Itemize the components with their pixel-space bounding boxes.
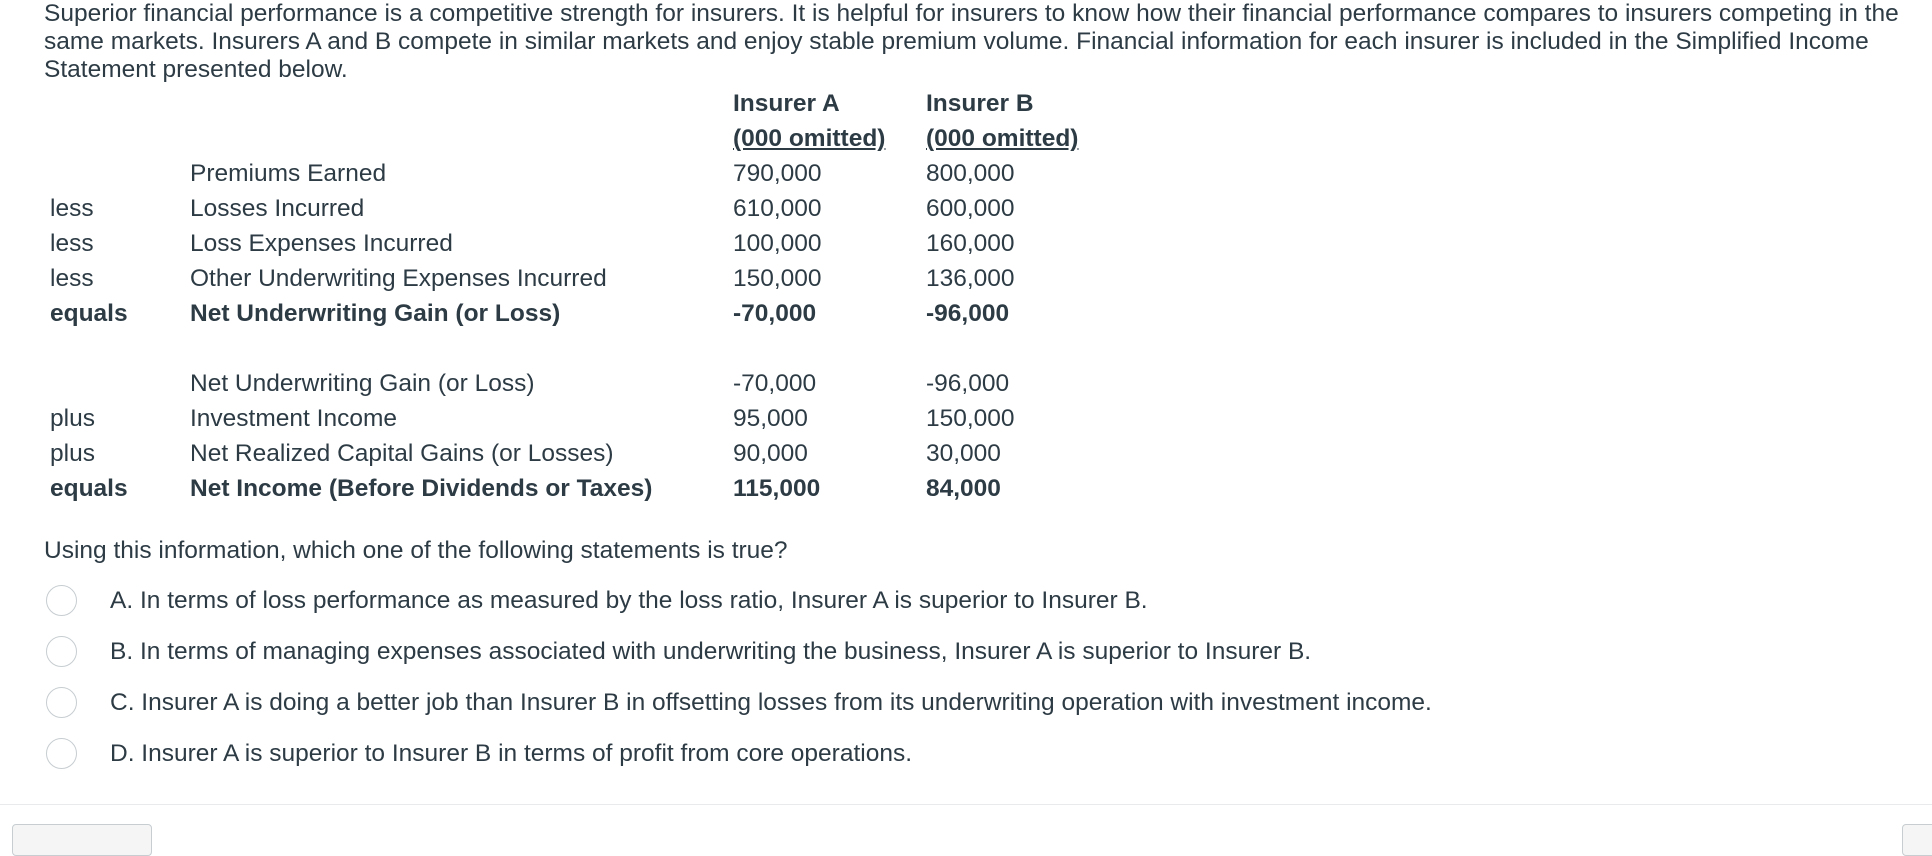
row-label: Investment Income <box>190 405 397 432</box>
answer-option-label[interactable]: B. In terms of managing expenses associated with underwriting the business, Insurer A is superior to Insurer B. <box>110 638 1312 665</box>
row-label: Net Underwriting Gain (or Loss) <box>190 300 561 327</box>
question-prompt: Using this information, which one of the following statements is true? <box>44 537 788 564</box>
row-label: Loss Expenses Incurred <box>190 230 453 257</box>
answer-option-a[interactable] <box>44 582 1544 622</box>
row-value-b: 84,000 <box>926 475 1001 502</box>
row-value-b: 150,000 <box>926 405 1015 432</box>
previous-button[interactable] <box>12 824 152 856</box>
row-value-a: -70,000 <box>733 300 817 327</box>
row-operator: equals <box>50 475 128 502</box>
row-label: Net Underwriting Gain (or Loss) <box>190 370 535 397</box>
row-value-a: 90,000 <box>733 440 808 467</box>
answer-option-b[interactable] <box>44 633 1544 673</box>
row-value-b: 600,000 <box>926 195 1015 222</box>
radio-button-b[interactable] <box>46 636 77 667</box>
next-button[interactable] <box>1902 824 1932 856</box>
row-operator: less <box>50 230 94 257</box>
subheader-insurer-b: (000 omitted) <box>926 125 1079 152</box>
row-value-b: 800,000 <box>926 160 1015 187</box>
row-label: Net Realized Capital Gains (or Losses) <box>190 440 614 467</box>
row-value-a: 100,000 <box>733 230 822 257</box>
row-label: Net Income (Before Dividends or Taxes) <box>190 475 653 502</box>
row-operator: less <box>50 265 94 292</box>
subheader-insurer-a: (000 omitted) <box>733 125 886 152</box>
row-operator: plus <box>50 440 95 467</box>
row-value-b: 30,000 <box>926 440 1001 467</box>
radio-button-d[interactable] <box>46 738 77 769</box>
row-value-a: 115,000 <box>733 475 821 502</box>
row-value-a: -70,000 <box>733 370 817 397</box>
row-label: Premiums Earned <box>190 160 387 187</box>
answer-option-d[interactable] <box>44 735 1544 775</box>
question-intro: Superior financial performance is a competitive strength for insurers. It is helpful for insurers to know how their financial performance compares to insurers competing in the same markets. Insurers A and B compete in similar markets and enjoy stable premium volume. Financial information for each insurer is included in the Simplified Income Statement presented below. <box>44 0 1906 83</box>
header-insurer-b: Insurer B <box>926 90 1034 117</box>
row-value-b: 136,000 <box>926 265 1015 292</box>
radio-button-a[interactable] <box>46 585 77 616</box>
answer-option-label[interactable]: A. In terms of loss performance as measured by the loss ratio, Insurer A is superior to Insurer B. <box>110 587 1148 614</box>
row-value-b: -96,000 <box>926 370 1010 397</box>
row-operator: equals <box>50 300 128 327</box>
row-value-a: 150,000 <box>733 265 822 292</box>
answer-option-label[interactable]: D. Insurer A is superior to Insurer B in terms of profit from core operations. <box>110 740 913 767</box>
row-operator: less <box>50 195 94 222</box>
row-value-b: -96,000 <box>926 300 1010 327</box>
footer-divider <box>0 804 1932 805</box>
row-label: Other Underwriting Expenses Incurred <box>190 265 607 292</box>
row-value-a: 95,000 <box>733 405 808 432</box>
radio-button-c[interactable] <box>46 687 77 718</box>
row-value-a: 610,000 <box>733 195 822 222</box>
header-insurer-a: Insurer A <box>733 90 840 117</box>
row-value-a: 790,000 <box>733 160 822 187</box>
answer-option-c[interactable] <box>44 684 1544 724</box>
row-operator: plus <box>50 405 95 432</box>
row-label: Losses Incurred <box>190 195 365 222</box>
answer-option-label[interactable]: C. Insurer A is doing a better job than Insurer B in offsetting losses from its underwriting operation with investment income. <box>110 689 1432 716</box>
row-value-b: 160,000 <box>926 230 1015 257</box>
